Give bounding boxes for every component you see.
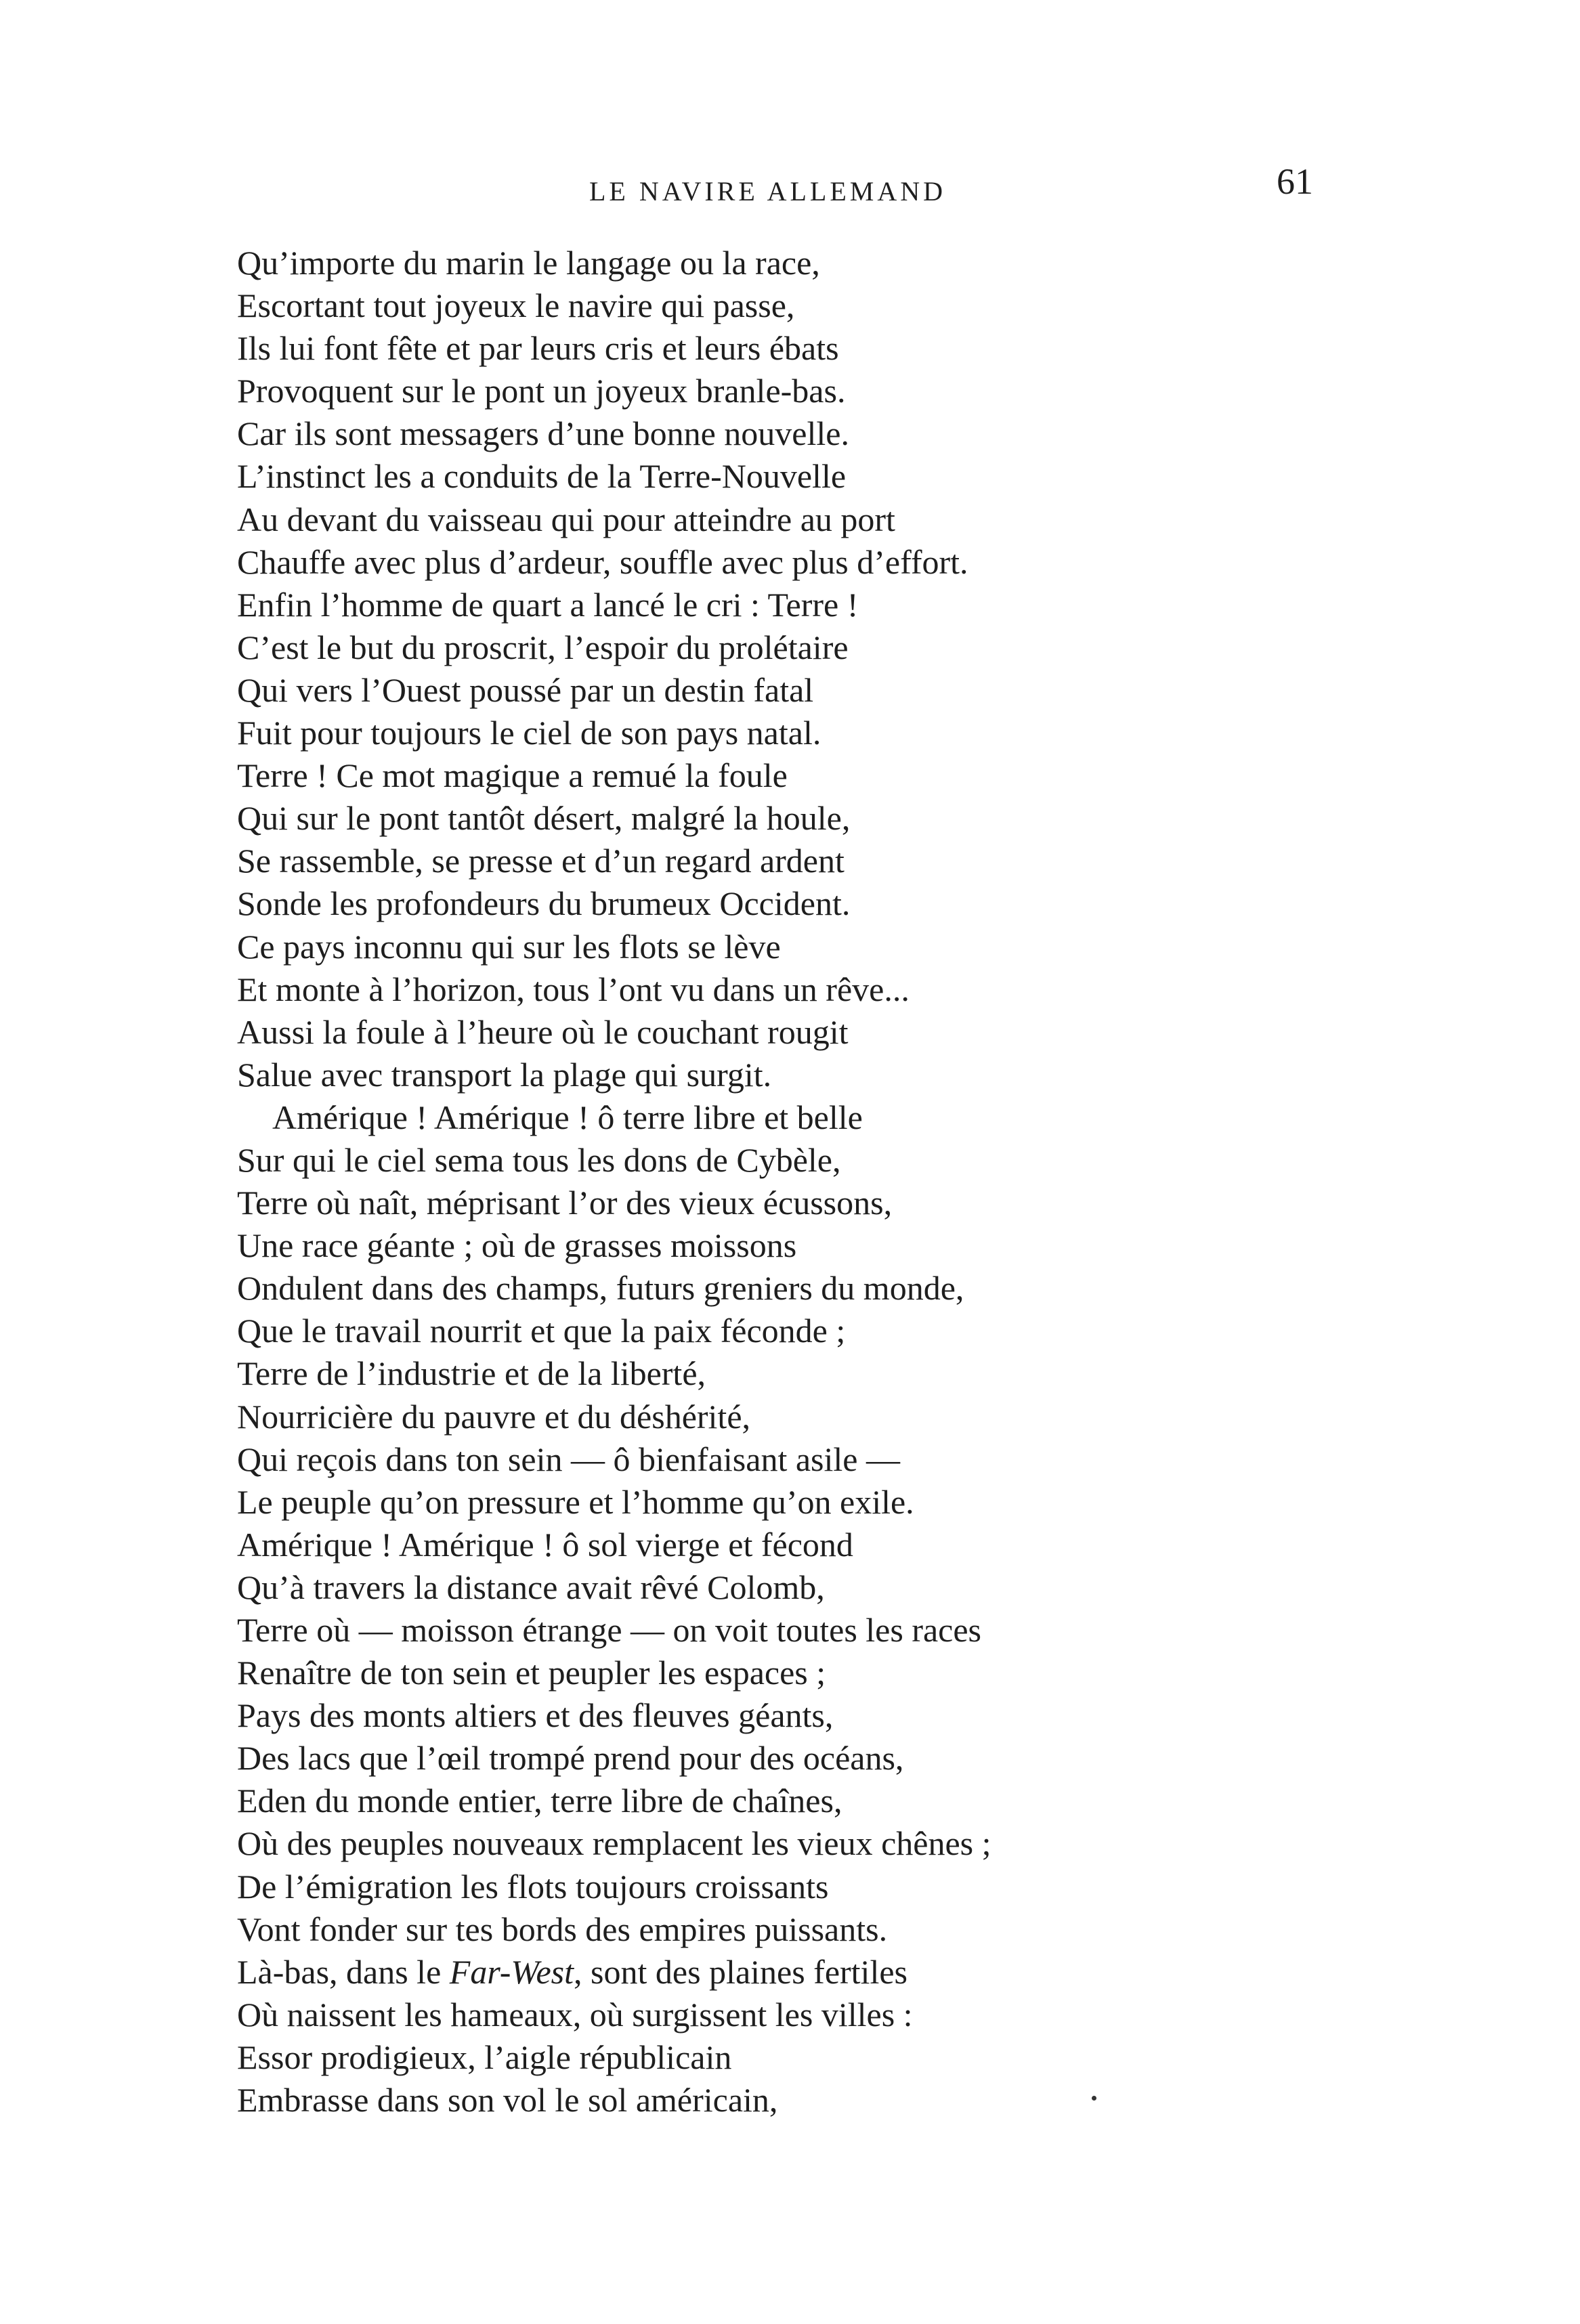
poem-line-end: , sont des plaines fertiles [574, 1952, 908, 1991]
poem-line: Escortant tout joyeux le navire qui passe, [237, 286, 795, 325]
poem-line-start: Là-bas, dans le [237, 1952, 450, 1991]
poem-line: De l’émigration les flots toujours croissants [237, 1867, 829, 1906]
poem-line: Où naissent les hameaux, où surgissent les villes : [237, 1995, 913, 2034]
poem-line: Salue avec transport la plage qui surgit. [237, 1055, 772, 1094]
poem-line: Fuit pour toujours le ciel de son pays natal. [237, 714, 821, 752]
poem-line: Embrasse dans son vol le sol américain, [237, 2081, 778, 2119]
poem-line: Qu’à travers la distance avait rêvé Colomb, [237, 1568, 825, 1606]
poem-line: Amérique ! Amérique ! ô terre libre et belle [272, 1098, 863, 1136]
poem-line: Nourricière du pauvre et du déshérité, [237, 1397, 751, 1436]
poem-line: Où des peuples nouveaux remplacent les vieux chênes ; [237, 1824, 991, 1863]
poem-line: Que le travail nourrit et que la paix féconde ; [237, 1312, 846, 1350]
page-number: 61 [1277, 161, 1313, 202]
ink-speck [1092, 2096, 1096, 2101]
poem-line: Ils lui font fête et par leurs cris et leurs ébats [237, 329, 839, 368]
poem-line [237, 1951, 1524, 1994]
poem-line: Et monte à l’horizon, tous l’ont vu dans un rêve... [237, 970, 910, 1008]
poem-line: Se rassemble, se presse et d’un regard ardent [237, 842, 845, 880]
poem-line: Qui reçois dans ton sein — ô bienfaisant asile — [237, 1440, 900, 1478]
poem-line: Pays des monts altiers et des fleuves géants, [237, 1696, 834, 1735]
poem-text [237, 242, 1524, 2122]
poem-line: Essor prodigieux, l’aigle républicain [237, 2038, 732, 2076]
poem-line: Une race géante ; où de grasses moissons [237, 1226, 797, 1265]
poem-line: Le peuple qu’on pressure et l’homme qu’on exile. [237, 1482, 914, 1521]
poem-line: Au devant du vaisseau qui pour atteindre au port [237, 500, 895, 538]
poem-line: Terre ! Ce mot magique a remué la foule [237, 756, 788, 795]
poem-line: Sonde les profondeurs du brumeux Occident. [237, 884, 851, 923]
poem-line: Aussi la foule à l’heure où le couchant rougit [237, 1012, 849, 1051]
poem-line: Ondulent dans des champs, futurs greniers du monde, [237, 1269, 964, 1308]
poem-line: Enfin l’homme de quart a lancé le cri : Terre ! [237, 585, 859, 624]
poem-line: Sur qui le ciel sema tous les dons de Cybèle, [237, 1140, 841, 1179]
poem-line: Eden du monde entier, terre libre de chaînes, [237, 1782, 842, 1820]
poem-line: Qui sur le pont tantôt désert, malgré la houle, [237, 799, 851, 838]
poem-line: Renaître de ton sein et peupler les espaces ; [237, 1654, 826, 1692]
poem-line: Vont fonder sur tes bords des empires puissants. [237, 1910, 888, 1948]
poem-line: C’est le but du proscrit, l’espoir du prolétaire [237, 628, 849, 666]
poem-line: Qu’importe du marin le langage ou la race, [237, 244, 820, 282]
poem-line: Des lacs que l’œil trompé prend pour des océans, [237, 1739, 904, 1778]
poem-line: Provoquent sur le pont un joyeux branle-bas. [237, 372, 846, 410]
poem-line: Terre de l’industrie et de la liberté, [237, 1354, 706, 1393]
poem-line: Car ils sont messagers d’une bonne nouvelle. [237, 414, 849, 453]
far-west-italic: Far-West [449, 1952, 574, 1991]
poem-line: Amérique ! Amérique ! ô sol vierge et fécond [237, 1525, 853, 1564]
poem-line: Qui vers l’Ouest poussé par un destin fatal [237, 670, 814, 709]
poem-line: Ce pays inconnu qui sur les flots se lève [237, 927, 781, 966]
running-title: LE NAVIRE ALLEMAND [589, 176, 947, 207]
poem-line: L’instinct les a conduits de la Terre-Nouvelle [237, 457, 847, 496]
poem-line: Chauffe avec plus d’ardeur, souffle avec plus d’effort. [237, 542, 968, 581]
poem-line: Terre où — moisson étrange — on voit toutes les races [237, 1611, 981, 1649]
poem-line: Terre où naît, méprisant l’or des vieux écussons, [237, 1184, 893, 1222]
